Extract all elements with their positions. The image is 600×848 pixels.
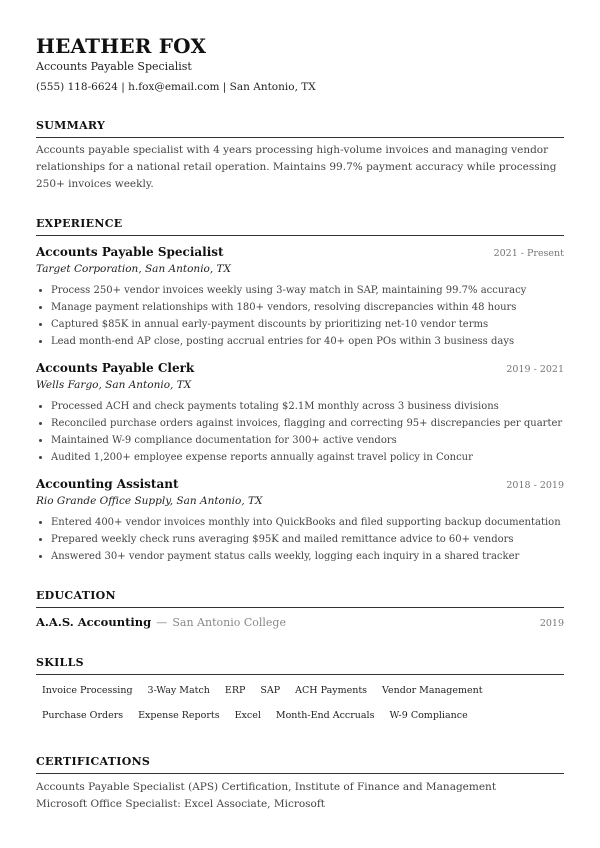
job-bullet: • Lead month-end AP close, posting accrual entries for 40+ open POs within 3 business days (51, 333, 564, 350)
job-entry (36, 476, 564, 565)
skills-heading: SKILLS (36, 656, 564, 675)
skill-tag: ACH Payments (295, 685, 368, 696)
certification-item: Microsoft Office Specialist: Excel Associate, Microsoft (36, 798, 325, 810)
summary-section (36, 119, 564, 193)
job-bullets (36, 514, 564, 565)
skill-tag: SAP (260, 685, 281, 696)
certification-item: Accounts Payable Specialist (APS) Certification, Institute of Finance and Management (36, 781, 497, 793)
job-company: Target Corporation, San Antonio, TX (36, 263, 232, 275)
skill-tag: Expense Reports (138, 710, 220, 721)
summary-heading: SUMMARY (36, 119, 564, 138)
job-dates: 2019 - 2021 (506, 364, 564, 375)
job-bullet: • Captured $85K in annual early-payment discounts by prioritizing net-10 vendor terms (51, 316, 564, 333)
candidate-name: HEATHER FOX (36, 34, 207, 58)
summary-text: Accounts payable specialist with 4 years processing high-volume invoices and managing vendor relationships for a national retail operation. Maintains 99.7% payment accuracy while processing 250+ invoices weekly. (36, 144, 557, 190)
job-entry (36, 360, 564, 466)
job-company: Rio Grande Office Supply, San Antonio, TX (36, 495, 263, 507)
education-section (36, 589, 564, 632)
school: San Antonio College (172, 616, 286, 629)
contact-line: (555) 118-6624 | h.fox@email.com | San Antonio, TX (36, 81, 316, 93)
job-title: Accounting Assistant (36, 477, 179, 491)
skill-tag: Purchase Orders (42, 710, 124, 721)
job-bullet: • Audited 1,200+ employee expense reports annually against travel policy in Concur (51, 449, 564, 466)
certifications-section (36, 755, 564, 813)
skill-tag: W-9 Compliance (389, 710, 468, 721)
job-bullets (36, 398, 564, 466)
skill-tag: Month-End Accruals (275, 710, 375, 721)
job-bullet: • Prepared weekly check runs averaging $95K and mailed remittance advice to 60+ vendors (51, 531, 564, 548)
job-dates: 2018 - 2019 (506, 480, 564, 491)
job-title: Accounts Payable Specialist (36, 245, 224, 259)
job-bullet: • Processed ACH and check payments totaling $2.1M monthly across 3 business divisions (51, 398, 564, 415)
education-entry (36, 613, 564, 632)
certifications-list (36, 779, 564, 813)
job-header (36, 476, 564, 494)
job-dates: 2021 - Present (493, 248, 564, 259)
job-header (36, 360, 564, 378)
skill-tag: Excel (234, 710, 261, 721)
job-company: Wells Fargo, San Antonio, TX (36, 379, 192, 391)
skill-tag: Invoice Processing (42, 685, 133, 696)
job-title: Accounts Payable Clerk (36, 361, 195, 375)
certifications-heading: CERTIFICATIONS (36, 755, 564, 774)
skill-tag: 3-Way Match (147, 685, 210, 696)
skill-tag: ERP (224, 685, 246, 696)
job-bullet: • Manage payment relationships with 180+ vendors, resolving discrepancies within 48 hours (51, 299, 564, 316)
education-main (36, 613, 286, 631)
job-bullet: • Entered 400+ vendor invoices monthly into QuickBooks and filed supporting backup documentation (51, 514, 564, 531)
skill-tag: Vendor Management (382, 685, 483, 696)
job-bullet: • Process 250+ vendor invoices weekly using 3-way match in SAP, maintaining 99.7% accuracy (51, 282, 564, 299)
experience-heading: EXPERIENCE (36, 217, 564, 236)
job-bullet: • Reconciled purchase orders against invoices, flagging and correcting 95+ discrepancies per quarter (51, 415, 564, 432)
job-entry (36, 244, 564, 350)
skills-list (36, 681, 564, 731)
degree: A.A.S. Accounting (36, 615, 152, 629)
job-bullets (36, 282, 564, 350)
education-heading: EDUCATION (36, 589, 564, 608)
experience-section (36, 217, 564, 565)
job-header (36, 244, 564, 262)
candidate-title: Accounts Payable Specialist (36, 60, 192, 73)
job-bullet: • Answered 30+ vendor payment status calls weekly, logging each inquiry in a shared tracker (51, 548, 564, 565)
skills-section (36, 656, 564, 731)
job-bullet: • Maintained W-9 compliance documentation for 300+ active vendors (51, 432, 564, 449)
degree-school-separator: — (156, 616, 168, 629)
graduation-year: 2019 (539, 618, 564, 629)
